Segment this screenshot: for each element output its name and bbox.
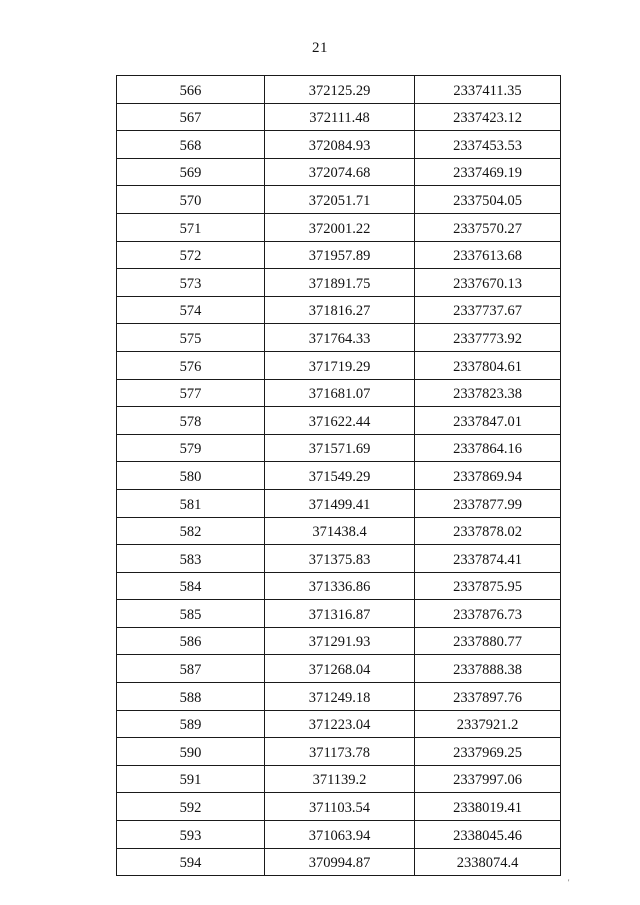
x-coordinate-cell: 371268.04 [265, 655, 415, 683]
x-coordinate-cell: 371816.27 [265, 296, 415, 324]
table-row [117, 351, 561, 379]
point-number-cell: 590 [117, 738, 265, 766]
table-row [117, 131, 561, 159]
point-number-cell: 589 [117, 710, 265, 738]
point-number-cell: 570 [117, 186, 265, 214]
x-coordinate-cell: 371719.29 [265, 351, 415, 379]
y-coordinate-cell: 2337880.77 [415, 627, 561, 655]
y-coordinate-cell: 2337969.25 [415, 738, 561, 766]
table-row [117, 269, 561, 297]
x-coordinate-cell: 372074.68 [265, 158, 415, 186]
y-coordinate-cell: 2337423.12 [415, 103, 561, 131]
point-number-cell: 588 [117, 683, 265, 711]
point-number-cell: 580 [117, 462, 265, 490]
x-coordinate-cell: 371499.41 [265, 489, 415, 517]
y-coordinate-cell: 2337874.41 [415, 545, 561, 573]
point-number-cell: 593 [117, 821, 265, 849]
y-coordinate-cell: 2337869.94 [415, 462, 561, 490]
y-coordinate-cell: 2337670.13 [415, 269, 561, 297]
y-coordinate-cell: 2337921.2 [415, 710, 561, 738]
table-row [117, 186, 561, 214]
point-number-cell: 574 [117, 296, 265, 324]
table-row [117, 655, 561, 683]
point-number-cell: 592 [117, 793, 265, 821]
y-coordinate-cell: 2338074.4 [415, 848, 561, 876]
x-coordinate-cell: 371139.2 [265, 765, 415, 793]
y-coordinate-cell: 2337737.67 [415, 296, 561, 324]
point-number-cell: 572 [117, 241, 265, 269]
x-coordinate-cell: 371622.44 [265, 407, 415, 435]
point-number-cell: 579 [117, 434, 265, 462]
y-coordinate-cell: 2337877.99 [415, 489, 561, 517]
y-coordinate-cell: 2337864.16 [415, 434, 561, 462]
y-coordinate-cell: 2337469.19 [415, 158, 561, 186]
point-number-cell: 575 [117, 324, 265, 352]
x-coordinate-cell: 371223.04 [265, 710, 415, 738]
table-row [117, 683, 561, 711]
point-number-cell: 569 [117, 158, 265, 186]
table-row [117, 76, 561, 104]
x-coordinate-cell: 371549.29 [265, 462, 415, 490]
x-coordinate-cell: 371571.69 [265, 434, 415, 462]
x-coordinate-cell: 372001.22 [265, 213, 415, 241]
y-coordinate-cell: 2337613.68 [415, 241, 561, 269]
table-row [117, 821, 561, 849]
x-coordinate-cell: 371316.87 [265, 600, 415, 628]
table-row [117, 738, 561, 766]
page-number: 21 [312, 40, 328, 56]
y-coordinate-cell: 2337997.06 [415, 765, 561, 793]
table-row [117, 600, 561, 628]
x-coordinate-cell: 372051.71 [265, 186, 415, 214]
x-coordinate-cell: 371063.94 [265, 821, 415, 849]
table-row [117, 379, 561, 407]
footer-mark: ' [568, 878, 570, 887]
x-coordinate-cell: 371291.93 [265, 627, 415, 655]
y-coordinate-cell: 2337804.61 [415, 351, 561, 379]
table-row [117, 765, 561, 793]
point-number-cell: 582 [117, 517, 265, 545]
x-coordinate-cell: 371764.33 [265, 324, 415, 352]
point-number-cell: 578 [117, 407, 265, 435]
coordinate-table [116, 75, 561, 876]
y-coordinate-cell: 2337411.35 [415, 76, 561, 104]
x-coordinate-cell: 371173.78 [265, 738, 415, 766]
point-number-cell: 584 [117, 572, 265, 600]
table-row [117, 545, 561, 573]
point-number-cell: 568 [117, 131, 265, 159]
point-number-cell: 586 [117, 627, 265, 655]
table-row [117, 296, 561, 324]
table-row [117, 213, 561, 241]
y-coordinate-cell: 2337875.95 [415, 572, 561, 600]
y-coordinate-cell: 2337453.53 [415, 131, 561, 159]
y-coordinate-cell: 2337897.76 [415, 683, 561, 711]
table-row [117, 793, 561, 821]
table-row [117, 572, 561, 600]
point-number-cell: 577 [117, 379, 265, 407]
table-row [117, 848, 561, 876]
x-coordinate-cell: 371103.54 [265, 793, 415, 821]
table-row [117, 434, 561, 462]
x-coordinate-cell: 371249.18 [265, 683, 415, 711]
point-number-cell: 585 [117, 600, 265, 628]
y-coordinate-cell: 2338045.46 [415, 821, 561, 849]
point-number-cell: 573 [117, 269, 265, 297]
y-coordinate-cell: 2337876.73 [415, 600, 561, 628]
table-row [117, 627, 561, 655]
point-number-cell: 594 [117, 848, 265, 876]
x-coordinate-cell: 372111.48 [265, 103, 415, 131]
x-coordinate-cell: 371891.75 [265, 269, 415, 297]
table-row [117, 489, 561, 517]
x-coordinate-cell: 370994.87 [265, 848, 415, 876]
table-row [117, 158, 561, 186]
table-row [117, 241, 561, 269]
y-coordinate-cell: 2337773.92 [415, 324, 561, 352]
y-coordinate-cell: 2337504.05 [415, 186, 561, 214]
table-row [117, 103, 561, 131]
point-number-cell: 583 [117, 545, 265, 573]
x-coordinate-cell: 371681.07 [265, 379, 415, 407]
y-coordinate-cell: 2337888.38 [415, 655, 561, 683]
table-row [117, 462, 561, 490]
table-row [117, 324, 561, 352]
y-coordinate-cell: 2338019.41 [415, 793, 561, 821]
x-coordinate-cell: 372084.93 [265, 131, 415, 159]
point-number-cell: 566 [117, 76, 265, 104]
point-number-cell: 567 [117, 103, 265, 131]
point-number-cell: 591 [117, 765, 265, 793]
point-number-cell: 576 [117, 351, 265, 379]
table-row [117, 517, 561, 545]
x-coordinate-cell: 371375.83 [265, 545, 415, 573]
point-number-cell: 571 [117, 213, 265, 241]
point-number-cell: 587 [117, 655, 265, 683]
table-row [117, 710, 561, 738]
coordinate-table-body [117, 76, 561, 876]
x-coordinate-cell: 372125.29 [265, 76, 415, 104]
table-row [117, 407, 561, 435]
x-coordinate-cell: 371336.86 [265, 572, 415, 600]
x-coordinate-cell: 371957.89 [265, 241, 415, 269]
y-coordinate-cell: 2337847.01 [415, 407, 561, 435]
y-coordinate-cell: 2337878.02 [415, 517, 561, 545]
point-number-cell: 581 [117, 489, 265, 517]
y-coordinate-cell: 2337823.38 [415, 379, 561, 407]
x-coordinate-cell: 371438.4 [265, 517, 415, 545]
y-coordinate-cell: 2337570.27 [415, 213, 561, 241]
